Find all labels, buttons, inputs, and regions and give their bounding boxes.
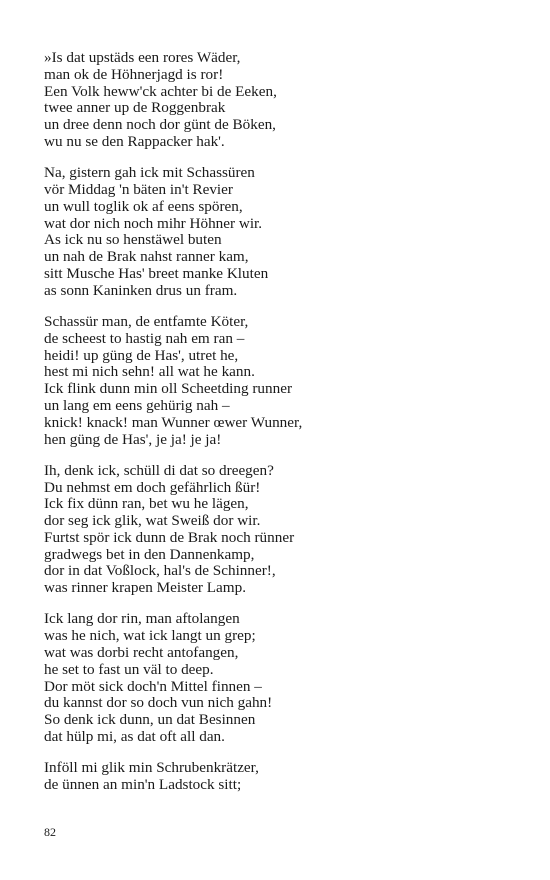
verse-line: un wull toglik ok af eens spören, bbox=[44, 197, 243, 215]
verse-line: dat hülp mi, as dat oft all dan. bbox=[44, 728, 225, 746]
verse-line: as sonn Kaninken drus un fram. bbox=[44, 281, 238, 299]
poem-text bbox=[44, 50, 524, 808]
verse-line: Ick lang dor rin, man aftolangen bbox=[44, 610, 240, 628]
verse-line: wu nu se den Rappacker hak'. bbox=[44, 132, 225, 150]
verse-line: un lang em eens gehürig nah – bbox=[44, 396, 230, 414]
verse-line: Ick flink dunn min oll Scheetding runner bbox=[44, 380, 293, 398]
verse-line: un dree denn noch dor günt de Böken, bbox=[44, 116, 276, 134]
verse-line: knick! knack! man Wunner œwer Wunner, bbox=[44, 413, 303, 431]
page-number: 82 bbox=[44, 825, 56, 839]
verse-line: sitt Musche Has' breet manke Kluten bbox=[44, 264, 269, 282]
verse-line: de ünnen an min'n Ladstock sitt; bbox=[44, 776, 242, 794]
verse-line: dor in dat Voßlock, hal's de Schinner!, bbox=[44, 562, 276, 580]
verse-line: Inföll mi glik min Schrubenkrätzer, bbox=[44, 759, 259, 777]
stanza bbox=[44, 314, 524, 448]
verse-line: Schassür man, de entfamte Köter, bbox=[44, 312, 249, 330]
verse-line: As ick nu so henstäwel buten bbox=[44, 231, 222, 249]
verse-line: hen güng de Has', je ja! je ja! bbox=[44, 430, 222, 448]
verse-line: un nah de Brak nahst ranner kam, bbox=[44, 248, 249, 266]
verse-line: wat was dorbi recht antofangen, bbox=[44, 644, 239, 662]
verse-line: Furtst spör ick dunn de Brak noch rünner bbox=[44, 528, 295, 546]
verse-line: Ick fix dünn ran, bet wu he lägen, bbox=[44, 495, 249, 513]
verse-line: wat dor nich noch mihr Höhner wir. bbox=[44, 214, 263, 232]
verse-line: was he nich, wat ick langt un grep; bbox=[44, 627, 256, 645]
verse-line: twee anner up de Roggenbrak bbox=[44, 99, 226, 117]
verse-line: hest mi nich sehn! all wat he kann. bbox=[44, 363, 255, 381]
stanza bbox=[44, 760, 524, 794]
verse-line: was rinner krapen Meister Lamp. bbox=[44, 579, 247, 597]
verse-line: de scheest to hastig nah em ran – bbox=[44, 329, 245, 347]
verse-line: »Is dat upstäds een rores Wäder, bbox=[44, 49, 241, 66]
verse-line: man ok de Höhnerjagd is ror! bbox=[44, 65, 224, 83]
verse-line: Du nehmst em doch gefährlich ßür! bbox=[44, 478, 261, 496]
verse-line: Dor möt sick doch'n Mittel finnen – bbox=[44, 677, 262, 695]
verse-line: du kannst dor so doch vun nich gahn! bbox=[44, 694, 273, 712]
verse-line: heidi! up güng de Has', utret he, bbox=[44, 346, 239, 364]
verse-line: he set to fast un väl to deep. bbox=[44, 660, 214, 678]
stanza bbox=[44, 611, 524, 745]
verse-line: Een Volk heww'ck achter bi de Eeken, bbox=[44, 82, 277, 100]
verse-line: dor seg ick glik, wat Sweiß dor wir. bbox=[44, 512, 261, 530]
stanza bbox=[44, 50, 524, 151]
stanza bbox=[44, 463, 524, 597]
verse-line: vör Middag 'n bäten in't Revier bbox=[44, 180, 233, 198]
stanza bbox=[44, 165, 524, 299]
verse-line: Na, gistern gah ick mit Schassüren bbox=[44, 164, 255, 182]
verse-line: Ih, denk ick, schüll di dat so dreegen? bbox=[44, 461, 274, 479]
verse-line: So denk ick dunn, un dat Besinnen bbox=[44, 711, 256, 729]
verse-line: gradwegs bet in den Dannenkamp, bbox=[44, 545, 255, 563]
